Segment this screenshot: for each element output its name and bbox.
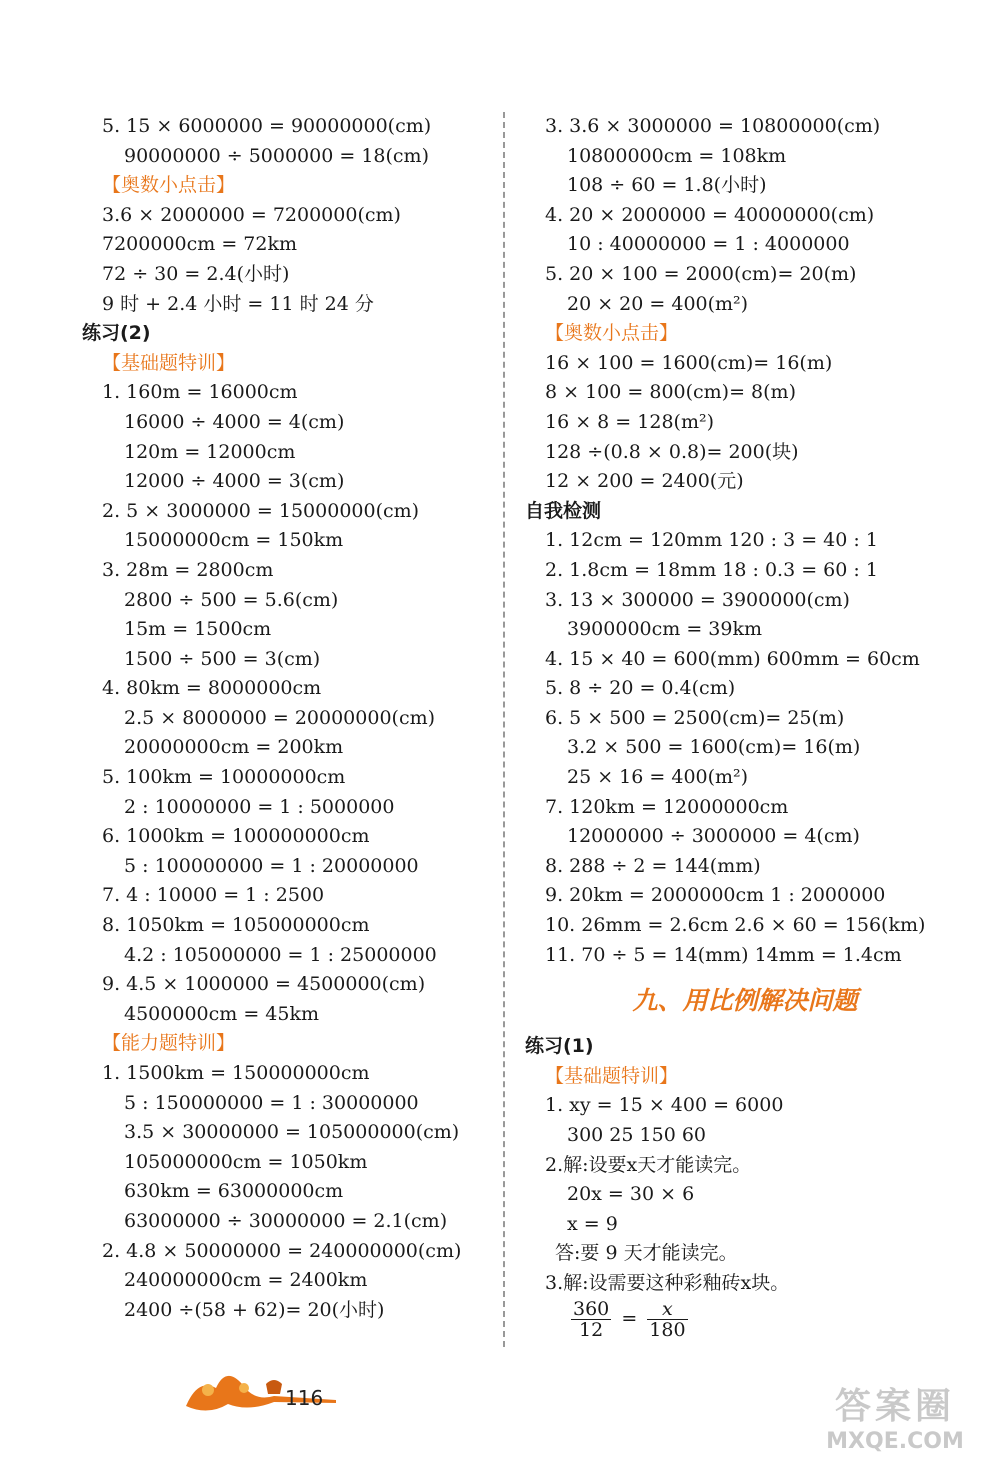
answer-line: 3. 28m = 2800cm <box>102 558 274 581</box>
answer-line: 2. 5 × 3000000 = 15000000(cm) <box>102 499 420 522</box>
answer-line: 3.5 × 30000000 = 105000000(cm) <box>124 1121 460 1144</box>
answer-line: 10800000cm = 108km <box>567 144 787 167</box>
answer-line: 12000000 ÷ 3000000 = 4(cm) <box>567 825 860 848</box>
answer-line: 5. 100km = 10000000cm <box>102 766 346 789</box>
proportion-equation <box>525 1299 965 1345</box>
answer-line: 630km = 63000000cm <box>124 1180 344 1203</box>
fraction-denominator: 12 <box>579 1318 604 1341</box>
section-tag-basic: 【基础题特训】 <box>102 351 236 374</box>
answer-line: 2 : 10000000 = 1 : 5000000 <box>124 795 395 818</box>
chapter-title: 九、用比例解决问题 <box>632 986 858 1016</box>
answer-line: 9 时 + 2.4 小时 = 11 时 24 分 <box>102 292 374 315</box>
answer-line: 90000000 ÷ 5000000 = 18(cm) <box>124 144 429 167</box>
section-tag-basic: 【基础题特训】 <box>545 1064 679 1087</box>
answer-line: 6. 1000km = 100000000cm <box>102 825 370 848</box>
section-tag-olympiad: 【奥数小点击】 <box>102 174 236 197</box>
answer-line: 8. 1050km = 105000000cm <box>102 914 370 937</box>
answer-line: 3. 3.6 × 3000000 = 10800000(cm) <box>545 115 881 137</box>
answer-line: 1. xy = 15 × 400 = 6000 <box>545 1094 784 1117</box>
answer-line: 1. 12cm = 120mm 120 : 3 = 40 : 1 <box>545 529 878 552</box>
answer-line: 2. 4.8 × 50000000 = 240000000(cm) <box>102 1239 462 1262</box>
answer-line: 25 × 16 = 400(m²) <box>567 766 749 789</box>
watermark-logo <box>810 1378 980 1458</box>
answer-line: 12 × 200 = 2400(元) <box>545 470 744 493</box>
right-column <box>525 112 965 1345</box>
answer-line: 2400 ÷(58 + 62)= 20(小时) <box>124 1298 385 1321</box>
answer-line: 16000 ÷ 4000 = 4(cm) <box>124 410 345 433</box>
answer-line: 4500000cm = 45km <box>124 1002 319 1025</box>
answer-line: 3.解:设需要这种彩釉砖x块。 <box>545 1271 790 1294</box>
answer-line: 8. 288 ÷ 2 = 144(mm) <box>545 854 761 877</box>
exercise-heading: 练习(1) <box>525 1035 594 1058</box>
left-column <box>82 112 492 1325</box>
answer-line: 12000 ÷ 4000 = 3(cm) <box>124 470 345 493</box>
answer-line: 16 × 100 = 1600(cm)= 16(m) <box>545 351 833 374</box>
answer-line: 5. 15 × 6000000 = 90000000(cm) <box>102 115 432 137</box>
answer-line: x = 9 <box>567 1212 618 1235</box>
fraction-left <box>571 1299 611 1340</box>
answer-line: 1500 ÷ 500 = 3(cm) <box>124 647 321 670</box>
answer-line: 72 ÷ 30 = 2.4(小时) <box>102 262 290 285</box>
watermark-url: MXQE.COM <box>826 1429 964 1454</box>
answer-line: 4.2 : 105000000 = 1 : 25000000 <box>124 943 437 966</box>
answer-line: 2.5 × 8000000 = 20000000(cm) <box>124 706 436 729</box>
answer-line: 300 25 150 60 <box>567 1124 707 1146</box>
equals-sign: = <box>621 1307 638 1330</box>
answer-line: 3.2 × 500 = 1600(cm)= 16(m) <box>567 736 861 759</box>
answer-line: 1. 160m = 16000cm <box>102 381 298 404</box>
self-check-heading: 自我检测 <box>525 499 602 522</box>
answer-line: 答:要 9 天才能读完。 <box>555 1242 738 1265</box>
answer-line: 4. 20 × 2000000 = 40000000(cm) <box>545 203 875 226</box>
answer-line: 20000000cm = 200km <box>124 736 344 759</box>
answer-line: 5. 20 × 100 = 2000(cm)= 20(m) <box>545 262 857 285</box>
answer-line: 63000000 ÷ 30000000 = 2.1(cm) <box>124 1209 448 1232</box>
answer-line: 8 × 100 = 800(cm)= 8(m) <box>545 381 796 404</box>
answer-line: 1. 1500km = 150000000cm <box>102 1062 370 1084</box>
answer-line: 9. 20km = 2000000cm 1 : 2000000 <box>545 884 886 907</box>
section-tag-olympiad: 【奥数小点击】 <box>545 322 679 345</box>
answer-line: 10. 26mm = 2.6cm 2.6 × 60 = 156(km) <box>545 914 926 937</box>
answer-line: 3.6 × 2000000 = 7200000(cm) <box>102 203 401 226</box>
answer-line: 7. 4 : 10000 = 1 : 2500 <box>102 884 325 907</box>
answer-line: 15000000cm = 150km <box>124 529 344 552</box>
column-divider <box>503 112 505 1347</box>
answer-line: 7. 120km = 12000000cm <box>545 795 789 818</box>
answer-line: 10 : 40000000 = 1 : 4000000 <box>567 233 850 256</box>
fraction-numerator: 360 <box>573 1297 610 1320</box>
answer-line: 16 × 8 = 128(m²) <box>545 410 714 433</box>
answer-line: 5 : 100000000 = 1 : 20000000 <box>124 854 419 877</box>
answer-line: 240000000cm = 2400km <box>124 1269 368 1292</box>
answer-line: 6. 5 × 500 = 2500(cm)= 25(m) <box>545 706 845 729</box>
answer-line: 2. 1.8cm = 18mm 18 : 0.3 = 60 : 1 <box>545 558 878 581</box>
answer-line: 7200000cm = 72km <box>102 233 297 256</box>
answer-line: 15m = 1500cm <box>124 618 272 641</box>
fraction-denominator: 180 <box>649 1318 686 1341</box>
answer-line: 5 : 150000000 = 1 : 30000000 <box>124 1091 419 1114</box>
watermark-text: 答案圈 <box>834 1386 955 1427</box>
answer-line: 2800 ÷ 500 = 5.6(cm) <box>124 588 339 611</box>
answer-line: 2.解:设要x天才能读完。 <box>545 1153 752 1176</box>
answer-line: 105000000cm = 1050km <box>124 1150 368 1173</box>
fraction-right <box>647 1299 687 1340</box>
answer-line: 120m = 12000cm <box>124 440 296 463</box>
answer-line: 11. 70 ÷ 5 = 14(mm) 14mm = 1.4cm <box>545 943 902 966</box>
page-number: 116 <box>285 1386 324 1410</box>
answer-line: 3. 13 × 300000 = 3900000(cm) <box>545 588 850 611</box>
answer-line: 128 ÷(0.8 × 0.8)= 200(块) <box>545 440 799 463</box>
answer-line: 4. 15 × 40 = 600(mm) 600mm = 60cm <box>545 647 920 670</box>
fraction-numerator: x <box>647 1299 687 1320</box>
answer-line: 9. 4.5 × 1000000 = 4500000(cm) <box>102 973 426 996</box>
answer-line: 3900000cm = 39km <box>567 618 762 641</box>
exercise-heading: 练习(2) <box>82 322 151 345</box>
answer-line: 108 ÷ 60 = 1.8(小时) <box>567 174 767 197</box>
section-tag-ability: 【能力题特训】 <box>102 1032 236 1055</box>
answer-line: 4. 80km = 8000000cm <box>102 677 322 700</box>
answer-line: 20x = 30 × 6 <box>567 1183 695 1206</box>
answer-line: 5. 8 ÷ 20 = 0.4(cm) <box>545 677 736 700</box>
answer-line: 20 × 20 = 400(m²) <box>567 292 749 315</box>
